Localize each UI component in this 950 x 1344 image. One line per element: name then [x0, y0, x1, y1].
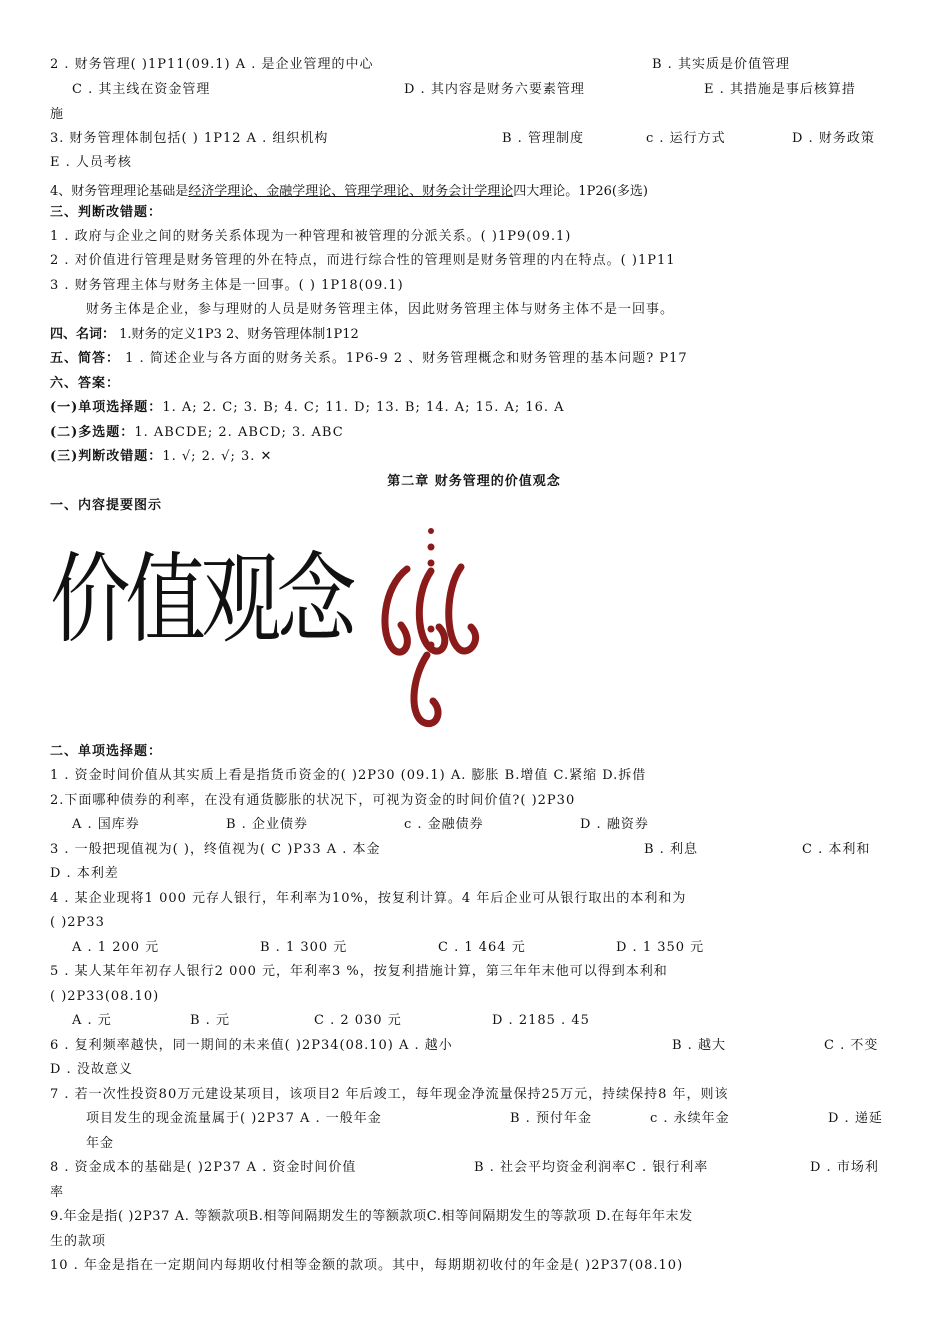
option-c: C . 不变 [824, 1038, 879, 1053]
text-line: 3 . 财务管理主体与财务主体是一回事。( ) 1P18(09.1) [50, 278, 404, 293]
text-span: 1.财务的定义1P3 2、财务管理体制1P12 [115, 327, 359, 342]
question-text: 4 . 某企业现将1 000 元存人银行，年利率为10%，按复利计算。4 年后企业可从银行取出的本利和为 [50, 891, 687, 906]
question-text: 9.年金是指( )2P37 A. 等额款项B.相等间隔期发生的等额款项C.相等间隔期发生的等款项 D.在每年年末发 [50, 1209, 693, 1224]
text-span: 四大理论。1P26(多选) [513, 184, 649, 199]
text-line [50, 183, 898, 201]
option-d: D . 2185 . 45 [492, 1013, 590, 1028]
option-c: C . 其主线在资金管理 [72, 82, 211, 97]
section-heading: 六、答案： [50, 376, 121, 391]
option-c: C . 2 030 元 [314, 1013, 402, 1028]
option-d: D . 递延 [828, 1111, 883, 1126]
text-line [50, 350, 898, 368]
text-line: 1 . 政府与企业之间的财务关系体现为一种管理和被管理的分派关系。( )1P9(09.1) [50, 229, 572, 244]
text-line: 2 . 对价值进行管理是财务管理的外在特点，而进行综合性的管理则是财务管理的内在特点。( )1P11 [50, 253, 676, 268]
option-a: A . 1 200 元 [72, 940, 160, 955]
question-text: 10 . 年金是指在一定期间内每期收付相等金额的款项。其中，每期期初收付的年金是( )2P37(08.10) [50, 1258, 684, 1273]
question-text: 7 . 若一次性投资80万元建设某项目，该项目2 年后竣工，每年现金净流量保持25万元，持续保持8 年，则该 [50, 1087, 729, 1102]
option-d: D . 其内容是财务六要素管理 [404, 82, 585, 97]
options-line [50, 939, 898, 957]
text-line: E . 人员考核 [50, 155, 132, 170]
answer-text: 1. √; 2. √; 3. ✕ [162, 449, 273, 464]
option-b: B . 其实质是价值管理 [652, 57, 790, 72]
text-line: 率 [50, 1185, 65, 1200]
hook-decoration-icon [375, 525, 515, 735]
question-text: 3. 财务管理体制包括( ) 1P12 A . 组织机构 [50, 131, 329, 146]
chapter-title: 第二章 财务管理的价值观念 [387, 474, 561, 489]
text-line: ( )2P33 [50, 915, 105, 930]
option-d: D . 1 350 元 [616, 940, 705, 955]
text-span: 4、财务管理理论基础是 [50, 184, 189, 199]
text-line: D . 本利差 [50, 866, 119, 881]
answer-heading: (二)多选题： [50, 425, 135, 440]
question-text: 8 . 资金成本的基础是( )2P37 A . 资金时间价值 [50, 1160, 357, 1175]
option-b: B . 企业债券 [226, 817, 308, 832]
text-line: 财务主体是企业，参与理财的人员是财务管理主体，因此财务管理主体与财务主体不是一回事。 [86, 302, 675, 317]
text-span: 1 . 简述企业与各方面的财务关系。1P6-9 2 、财务管理概念和财务管理的基本问题? P17 [120, 351, 688, 366]
text-line [50, 448, 898, 466]
text-line: 生的款项 [50, 1234, 107, 1249]
text-line: D . 没故意义 [50, 1062, 133, 1077]
option-b: B . 1 300 元 [260, 940, 348, 955]
text-line [50, 130, 898, 148]
text-line [50, 326, 898, 344]
text-line: ( )2P33(08.10) [50, 989, 160, 1004]
text-line [50, 1159, 898, 1177]
question-text: 5 . 某人某年年初存人银行2 000 元，年利率3 %，按复利措施计算，第三年年末他可以得到本利和 [50, 964, 668, 979]
option-b: B . 管理制度 [502, 131, 584, 146]
option-c: C . 1 464 元 [438, 940, 526, 955]
option-d: D . 融资券 [580, 817, 649, 832]
text-line [50, 841, 898, 859]
question-text: 2.下面哪种债券的利率，在没有通货膨胀的状况下，可视为资金的时间价值?( )2P30 [50, 793, 576, 808]
question-text: 3 . 一般把现值视为( )，终值视为( C )P33 A . 本金 [50, 842, 381, 857]
answer-text: 1. A; 2. C; 3. B; 4. C; 11. D; 13. B; 14. A; 15. A; 16. A [162, 400, 565, 415]
option-a: A . 国库券 [72, 817, 140, 832]
option-e: E . 其措施是事后核算措 [704, 82, 856, 97]
text-line [50, 399, 898, 417]
option-b: B . 元 [190, 1013, 230, 1028]
answer-heading: (三)判断改错题： [50, 449, 163, 464]
text-line [50, 56, 898, 74]
text-line: 年金 [86, 1136, 115, 1151]
section-heading: 三、判断改错题： [50, 205, 163, 220]
question-text: 1 . 资金时间价值从其实质上看是指货币资金的( )2P30 (09.1) A. 膨胀 B.增值 C.紧缩 D.拆借 [50, 768, 647, 783]
option-c: C . 本利和 [802, 842, 871, 857]
concept-figure [50, 525, 510, 735]
question-text: 6 . 复利频率越快，同一期间的未来值( )2P34(08.10) A . 越小 [50, 1038, 453, 1053]
option-d: D . 市场利 [810, 1160, 879, 1175]
option-b: B . 越大 [672, 1038, 726, 1053]
text-line [50, 1110, 898, 1128]
section-heading: 四、名词： [50, 327, 116, 342]
options-line [50, 816, 898, 834]
text-line: 施 [50, 107, 65, 122]
question-text: 项目发生的现金流量属于( )2P37 A . 一般年金 [86, 1111, 382, 1126]
section-heading: 二、单项选择题： [50, 744, 163, 759]
underlined-text: 经济学理论、金融学理论、管理学理论、财务会计学理论 [188, 184, 514, 199]
question-text: 2 . 财务管理( )1P11(09.1) A . 是企业管理的中心 [50, 57, 374, 72]
option-d: D . 财务政策 [792, 131, 875, 146]
option-c: c . 金融债券 [404, 817, 484, 832]
answer-heading: (一)单项选择题： [50, 400, 163, 415]
text-line [50, 81, 898, 99]
option-c: c . 运行方式 [646, 131, 726, 146]
text-line [50, 1037, 898, 1055]
answer-text: 1. ABCDE; 2. ABCD; 3. ABC [134, 425, 344, 440]
options-line [50, 1012, 898, 1030]
option-b: B . 社会平均资金利润率C . 银行利率 [474, 1160, 709, 1175]
section-heading: 一、内容提要图示 [50, 498, 163, 513]
option-a: A . 元 [72, 1013, 112, 1028]
section-heading: 五、简答： [50, 351, 121, 366]
option-c: c . 永续年金 [650, 1111, 730, 1126]
option-b: B . 预付年金 [510, 1111, 592, 1126]
figure-title: 价值观念 [50, 543, 352, 657]
text-line [50, 424, 898, 442]
option-b: B . 利息 [644, 842, 698, 857]
